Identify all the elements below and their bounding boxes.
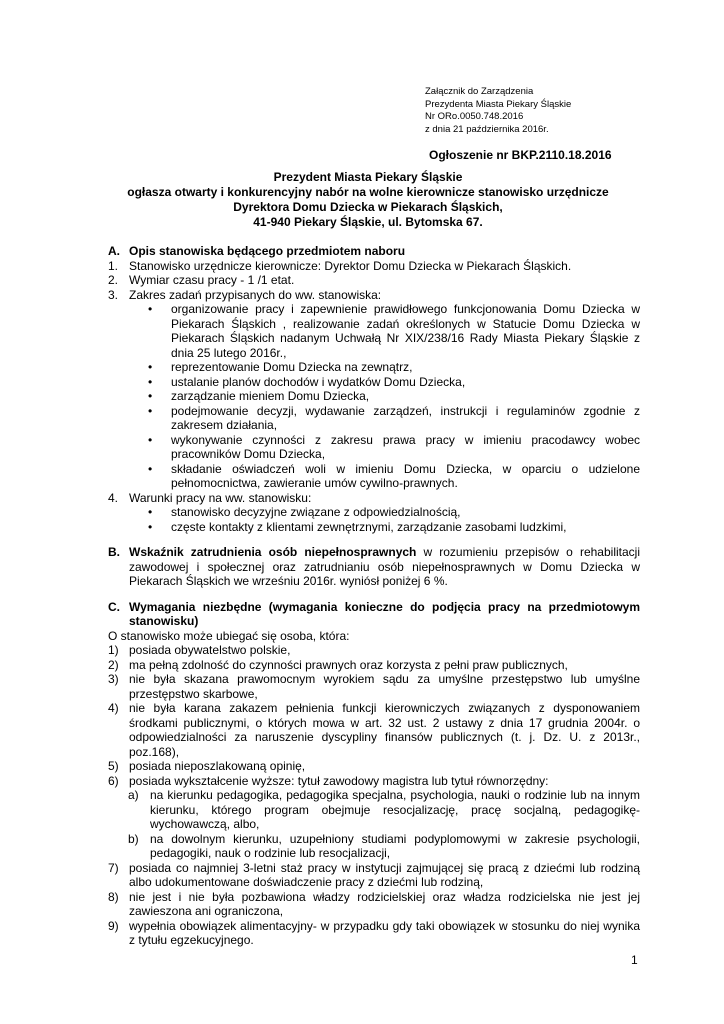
bullet-item: • częste kontakty z klientami zewnętrznymi, zarządzanie zasobami ludzkimi, xyxy=(148,519,567,534)
bullet-icon: • xyxy=(148,519,153,534)
annex-header xyxy=(425,86,571,136)
bullet-item: • podejmowanie decyzji, wydawanie zarządzeń, instrukcji i regulaminów zgodnie z zakresem działania, xyxy=(148,403,640,432)
bullet-item: • zarządzanie mieniem Domu Dziecka, xyxy=(148,389,370,403)
bullet-item: • reprezentowanie Domu Dziecka na zewnątrz, xyxy=(148,360,413,374)
list-item: 1) posiada obywatelstwo polskie, xyxy=(108,643,291,657)
list-item: 7) posiada co najmniej 3-letni staż pracy w instytucji zajmującej się pracą z dziećmi lub rodziną albo udokumentowane doświadczenie pracy z dziećmi lub rodziną, xyxy=(108,860,640,889)
bullet-icon: • xyxy=(148,461,153,476)
bullet-icon: • xyxy=(148,505,153,519)
bullet-item: • ustalanie planów dochodów i wydatków Domu Dziecka, xyxy=(148,374,466,389)
sub-list-item: b) na dowolnym kierunku, uzupełniony studiami podyplomowymi w zakresie psychologii, pedagogiki, nauk o rodzinie lub resocjalizacji, xyxy=(128,831,640,860)
list-item: 4. Warunki pracy na ww. stanowisku: xyxy=(108,490,312,505)
page-number: 1 xyxy=(631,953,638,967)
bullet-icon: • xyxy=(148,302,153,316)
document-title xyxy=(108,170,628,230)
list-item: 8) nie jest i nie była pozbawiona władzy rodzicielskiej oraz władza rodzicielska nie jest jej zawieszona ani ograniczona, xyxy=(108,889,640,918)
section-c-intro: O stanowisko może ubiegać się osoba, która: xyxy=(108,628,350,643)
document-body xyxy=(108,244,640,948)
list-item: 3) nie była skazana prawomocnym wyrokiem sądu za umyślne przestępstwo lub umyślne przestępstwo skarbowe, xyxy=(108,672,640,701)
list-item: 4) nie była karana zakazem pełnienia funkcji kierowniczych związanych z dysponowaniem środkami publicznymi, o których mowa w art. 32 ust. 2 ustawy z dnia 17 grudnia 2004r. o odpowiedzialności za naruszenie dyscypliny finansów publicznych (t. j. Dz. U. z 2013r., poz.168), xyxy=(108,701,640,759)
bullet-item: • stanowisko decyzyjne związane z odpowiedzialnością, xyxy=(148,505,461,519)
bullet-item: • składanie oświadczeń woli w imieniu Domu Dziecka, w oparciu o udzielone pełnomocnictwa, zawieranie umów cywilno-prawnych. xyxy=(148,461,640,490)
list-item: 2) ma pełną zdolność do czynności prawnych oraz korzysta z pełni praw publicznych, xyxy=(108,657,568,672)
annex-line: Załącznik do Zarządzenia xyxy=(425,86,534,97)
annex-line: z dnia 21 października 2016r. xyxy=(425,123,549,135)
section-a-title: A. Opis stanowiska będącego przedmiotem naboru xyxy=(108,244,406,258)
bullet-icon: • xyxy=(148,432,153,447)
title-line: ogłasza otwarty i konkurencyjny nabór na wolne kierownicze stanowisko urzędnicze xyxy=(127,185,609,199)
list-item: 6) posiada wykształcenie wyższe: tytuł zawodowy magistra lub tytuł równorzędny: xyxy=(108,773,549,788)
list-item: 3. Zakres zadań przypisanych do ww. stanowiska: xyxy=(108,287,382,302)
list-item: 2. Wymiar czasu pracy - 1 /1 etat. xyxy=(108,273,295,287)
title-line: Dyrektora Domu Dziecka w Piekarach Śląskich, xyxy=(233,200,503,214)
bullet-icon: • xyxy=(148,374,153,389)
section-c-title: C. Wymagania niezbędne (wymagania konieczne do podjęcia pracy na przedmiotowym stanowisku) xyxy=(108,599,640,628)
list-item: 5) posiada nieposzlakowaną opinię, xyxy=(108,759,306,773)
bullet-item: • organizowanie pracy i zapewnienie prawidłowego funkcjonowania Domu Dziecka w Piekarach Śląskich , realizowanie zadań określonych w Statucie Domu Dziecka w Piekarach Śląskich nadanym Uchwałą Nr XIX/238/16 Rady Miasta Piekary Śląskie z dnia 25 lutego 2016r., xyxy=(148,302,640,360)
list-item: 1. Stanowisko urzędnicze kierownicze: Dyrektor Domu Dziecka w Piekarach Śląskich. xyxy=(108,258,572,273)
section-b: B. Wskaźnik zatrudnienia osób niepełnosprawnych w rozumieniu przepisów o rehabilitacji zawodowej i społecznej oraz zatrudnianiu osób niepełnosprawnych w Domu Dziecka w Piekarach Śląskich we wrześniu 2016r. wyniósł poniżej 6 %. xyxy=(108,545,640,588)
list-item: 9) wypełnia obowiązek alimentacyjny- w przypadku gdy taki obowiązek w stosunku do niej wynika z tytułu egzekucyjnego. xyxy=(108,918,640,947)
title-line: Prezydent Miasta Piekary Śląskie xyxy=(273,170,463,184)
bullet-icon: • xyxy=(148,403,153,418)
annex-line: Prezydenta Miasta Piekary Śląskie xyxy=(425,98,572,110)
annex-line: Nr ORo.0050.748.2016 xyxy=(425,111,524,122)
title-line: 41-940 Piekary Śląskie, ul. Bytomska 67. xyxy=(253,215,483,229)
bullet-icon: • xyxy=(148,389,153,403)
announcement-number: Ogłoszenie nr BKP.2110.18.2016 xyxy=(429,148,612,162)
bullet-icon: • xyxy=(148,360,153,374)
sub-list-item: a) na kierunku pedagogika, pedagogika specjalna, psychologia, nauki o rodzinie lub na innym kierunku, którego program obejmuje resocjalizację, pracę socjalną, pedagogikę-wychowawczą, albo, xyxy=(128,788,640,831)
bullet-item: • wykonywanie czynności z zakresu prawa pracy w imieniu pracodawcy wobec pracowników Domu Dziecka, xyxy=(148,432,640,461)
